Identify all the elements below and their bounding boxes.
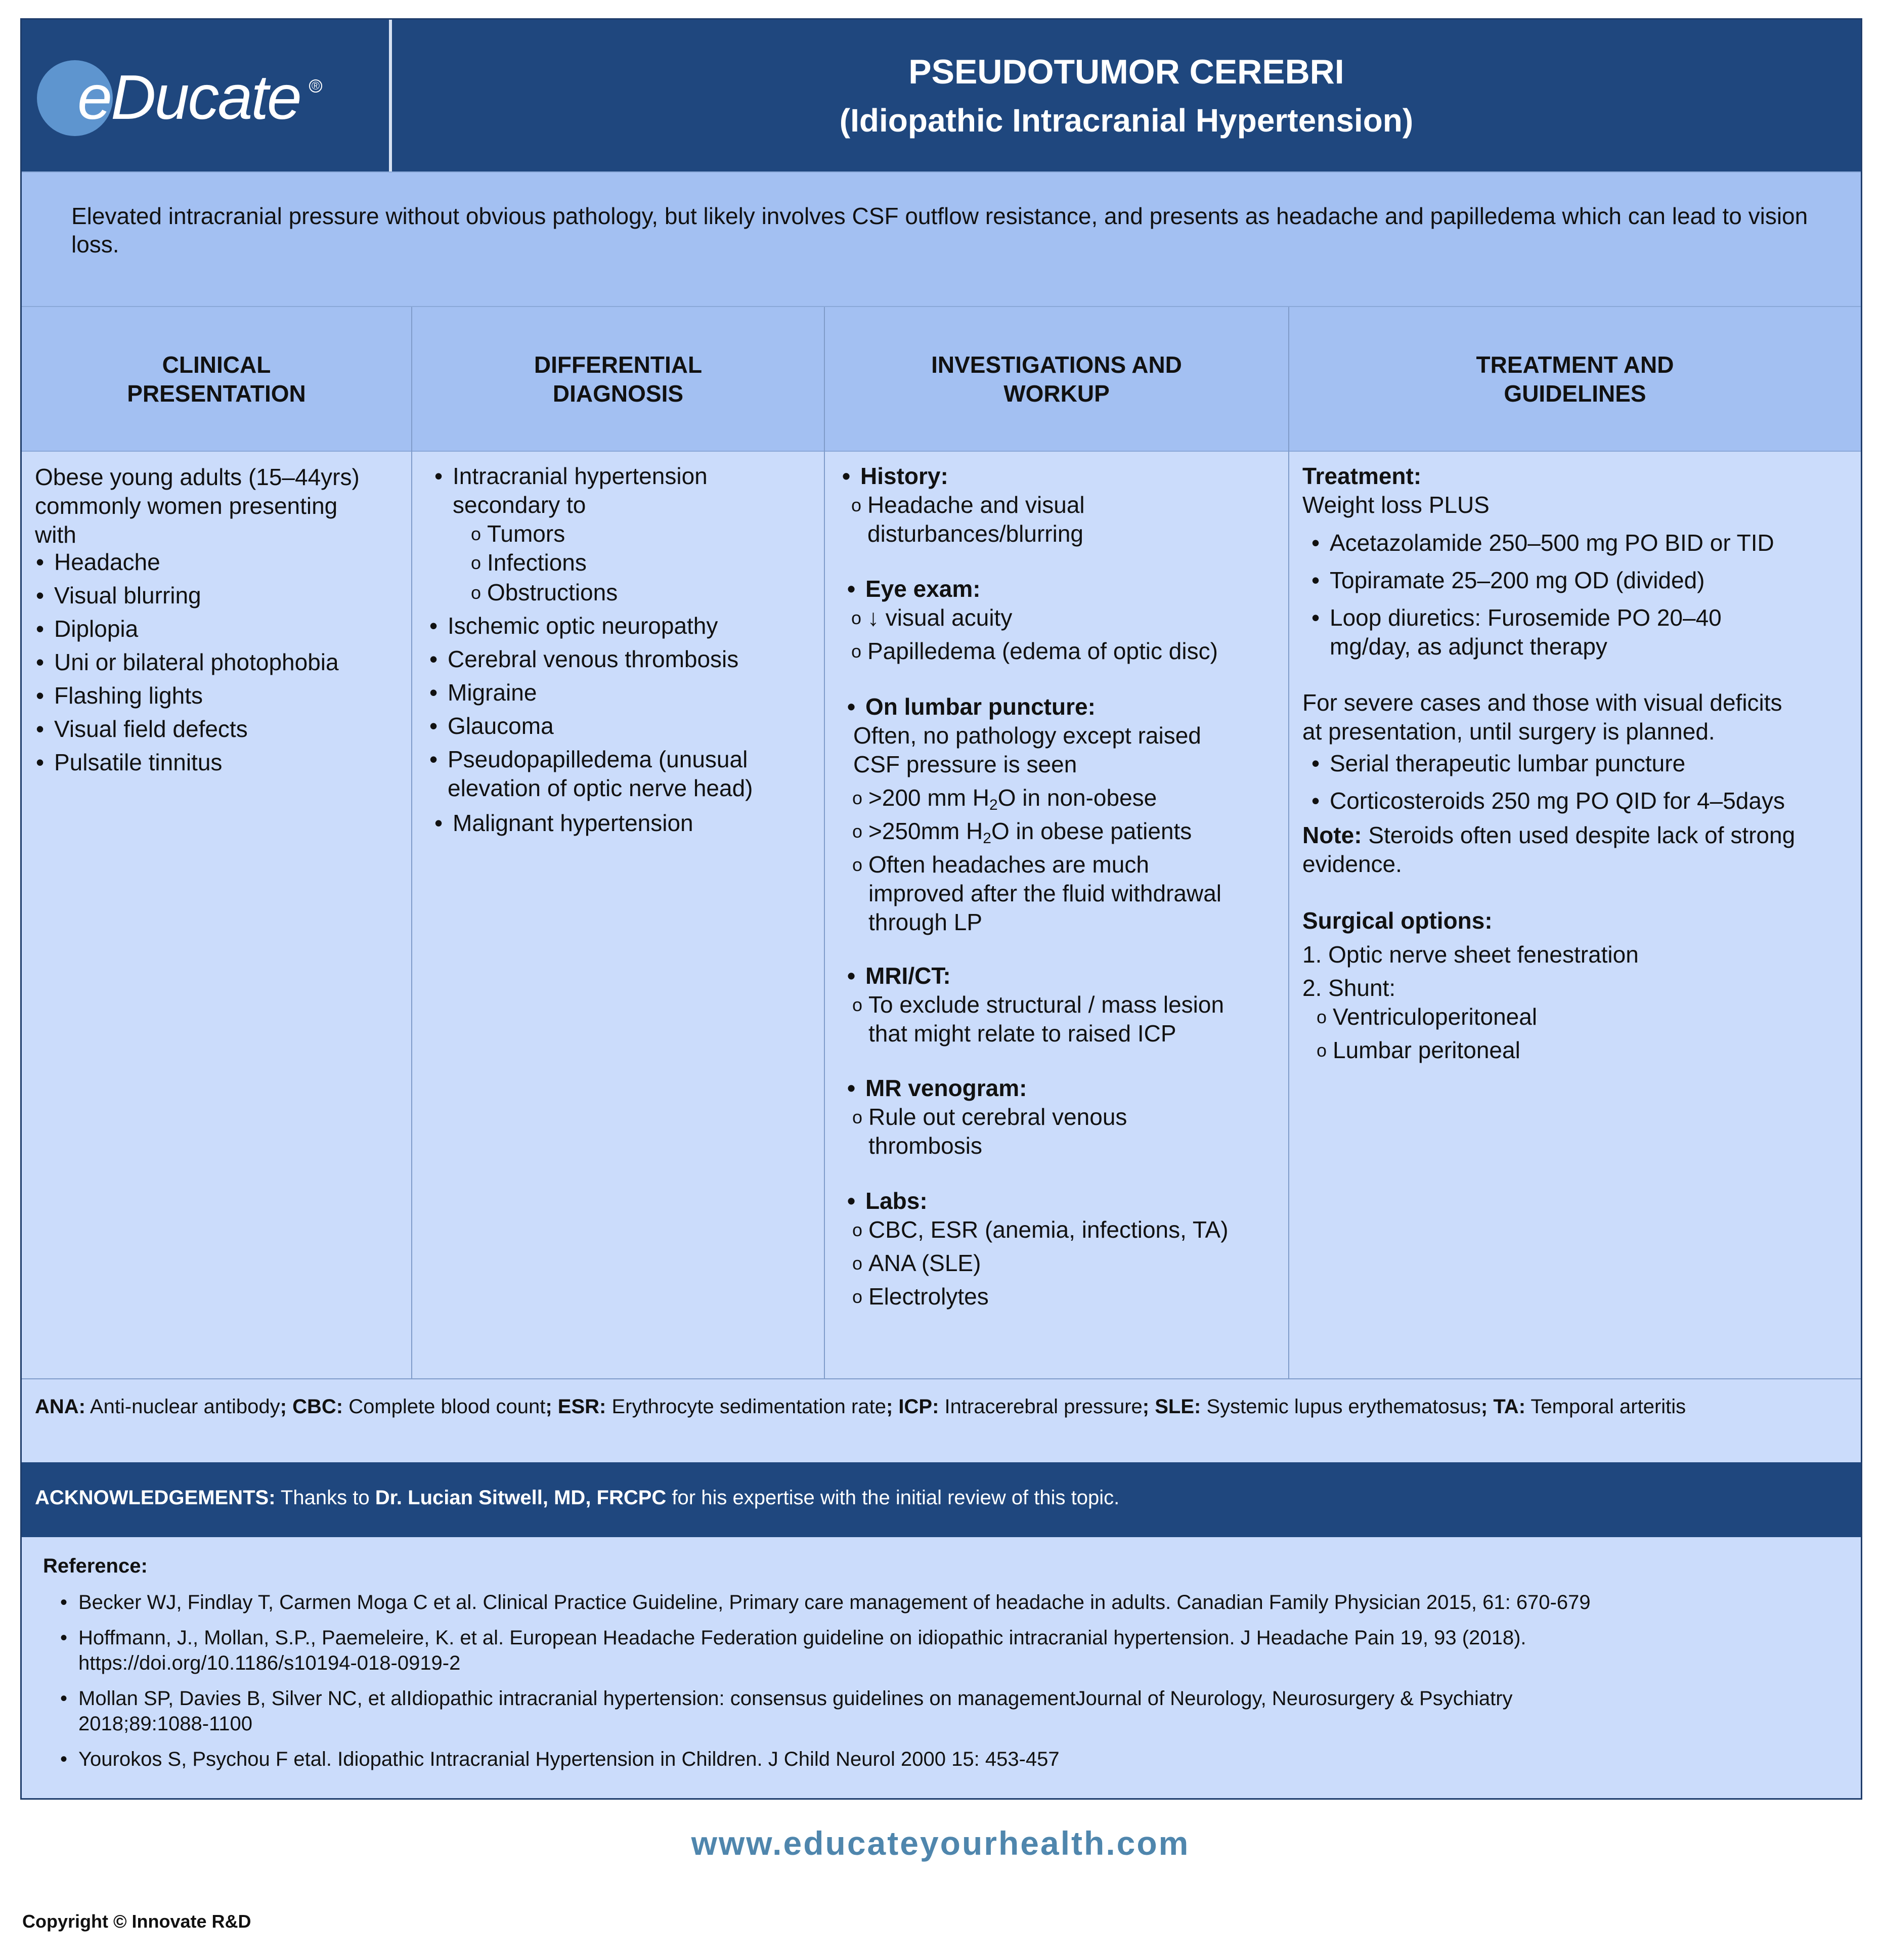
lp-sub1-subscript: 2 — [989, 797, 998, 813]
list-item: • Acetazolamide 250–500 mg PO BID or TID — [1330, 529, 1774, 557]
intro-section — [22, 171, 1861, 307]
logo-text: eDucate — [77, 63, 300, 133]
header-treatment-l1: TREATMENT AND — [1476, 352, 1674, 378]
column-clinical — [22, 452, 412, 1378]
ack-label: ACKNOWLEDGEMENTS: — [35, 1487, 276, 1509]
page-title: PSEUDOTUMOR CEREBRI — [908, 53, 1344, 91]
lp-sub2-a: >250mm H — [868, 818, 983, 844]
sub-list-item-cont: disturbances/blurring — [867, 520, 1084, 547]
sub-list-item: o Headache and visual — [867, 491, 1085, 519]
surgical-option-1: 1. Optic nerve sheet fenestration — [1302, 941, 1639, 968]
website-link[interactable]: www.educateyourhealth.com — [691, 1824, 1190, 1862]
header-differential-l1: DIFFERENTIAL — [534, 352, 703, 378]
sub-list-item-cont: through LP — [868, 909, 983, 935]
lp-sub2-b: O in obese patients — [991, 818, 1192, 844]
sub-list-item-cont: that might relate to raised ICP — [868, 1020, 1176, 1047]
ack-pre: Thanks to — [275, 1487, 375, 1509]
clinical-intro-l1: Obese young adults (15–44yrs) — [35, 464, 360, 490]
reference-sheet — [20, 18, 1862, 1800]
sub-list-item-cont: improved after the fluid withdrawal — [868, 880, 1221, 906]
reference-item-cont: 2018;89:1088-1100 — [78, 1713, 253, 1735]
sub-list-item: o ANA (SLE) — [868, 1249, 981, 1278]
severe-cases-l2: at presentation, until surgery is planned. — [1302, 718, 1715, 745]
header-treatment-l2: GUIDELINES — [1504, 380, 1646, 407]
header-band — [22, 20, 1861, 171]
treatment-heading: Treatment: — [1302, 463, 1422, 489]
abbr-key: ; TA: — [1480, 1396, 1526, 1418]
title-block — [392, 20, 1861, 171]
reference-item-cont: https://doi.org/10.1186/s10194-018-0919-2 — [78, 1652, 461, 1674]
lp-sub1-b: O in non-obese — [997, 785, 1157, 811]
sub-list-item: o Obstructions — [487, 578, 618, 607]
header-investigations-l2: WORKUP — [1003, 380, 1110, 407]
ack-post: for his expertise with the initial review of this topic. — [666, 1487, 1120, 1509]
list-item-cont: secondary to — [453, 492, 586, 518]
abbr-value: Erythrocyte sedimentation rate — [606, 1396, 886, 1418]
references-section — [22, 1537, 1861, 1798]
intro-text: Elevated intracranial pressure without obvious pathology, but likely involves CSF outflow resistance, and presents as headache and papilledema which can lead to vision loss. — [71, 203, 1808, 257]
note-line1 — [1302, 821, 1795, 850]
acknowledgements-text — [35, 1487, 1119, 1509]
column-investigations — [825, 452, 1289, 1378]
header-investigations-l1: INVESTIGATIONS AND — [931, 352, 1182, 378]
list-item: • Glaucoma — [448, 712, 554, 741]
header-investigations — [825, 307, 1289, 452]
note-label: Note: — [1302, 822, 1362, 848]
lp-sub1-a: >200 mm H — [868, 785, 990, 811]
abbr-value: Temporal arteritis — [1525, 1396, 1686, 1418]
page-subtitle: (Idiopathic Intracranial Hypertension) — [839, 102, 1414, 139]
column-treatment — [1289, 452, 1861, 1378]
abbr-key: ; SLE: — [1142, 1396, 1201, 1418]
abbreviations-section — [22, 1378, 1861, 1462]
abbreviations-text — [35, 1393, 1830, 1420]
sub-list-item: o Infections — [487, 548, 587, 577]
abbr-value: Complete blood count — [343, 1396, 546, 1418]
reference-item: • Mollan SP, Davies B, Silver NC, et alIdiopathic intracranial hypertension: consensus guidelines on managementJournal of Neurology, Neurosurgery & Psychiatry — [78, 1686, 1513, 1711]
list-item-cont: elevation of optic nerve head) — [448, 775, 753, 801]
clinical-intro-l3: with — [35, 521, 76, 548]
clinical-intro-l2: commonly women presenting — [35, 493, 338, 519]
list-item: • Pulsatile tinnitus — [54, 748, 222, 777]
list-item: • Serial therapeutic lumbar puncture — [1330, 749, 1685, 778]
sub-list-item: o Rule out cerebral venous — [868, 1103, 1127, 1131]
list-item: • Migraine — [448, 678, 537, 707]
list-item: • Flashing lights — [54, 681, 203, 710]
history-heading: • History: — [860, 462, 948, 491]
header-clinical-l2: PRESENTATION — [127, 380, 306, 407]
content-columns — [22, 452, 1861, 1378]
registered-mark: ® — [309, 79, 322, 93]
list-item: • Cerebral venous thrombosis — [448, 645, 738, 674]
list-item: • Intracranial hypertension — [453, 462, 708, 491]
abbr-value: Intracerebral pressure — [939, 1396, 1143, 1418]
sub-list-item: o Ventriculoperitoneal — [1333, 1003, 1537, 1031]
list-item: • Ischemic optic neuropathy — [448, 612, 718, 640]
sub-list-item-cont: thrombosis — [868, 1133, 982, 1159]
sub-list-item: o Lumbar peritoneal — [1333, 1036, 1520, 1065]
sub-list-item: o Often headaches are much — [868, 850, 1149, 879]
severe-cases-l1: For severe cases and those with visual deficits — [1302, 689, 1782, 716]
list-item: • Pseudopapilledema (unusual — [448, 745, 748, 774]
abbr-value: Anti-nuclear antibody — [85, 1396, 280, 1418]
list-item-cont: mg/day, as adjunct therapy — [1330, 633, 1607, 660]
ack-name: Dr. Lucian Sitwell, MD, FRCPC — [375, 1487, 667, 1509]
list-item: • Malignant hypertension — [453, 809, 693, 838]
abbr-key: ; ICP: — [886, 1396, 939, 1418]
copyright-text: Copyright © Innovate R&D — [22, 1911, 251, 1932]
sub-list-item — [868, 817, 1192, 846]
sub-list-item: o Electrolytes — [868, 1282, 989, 1311]
list-item: • Headache — [54, 548, 160, 577]
eye-exam-heading: • Eye exam: — [865, 575, 981, 603]
header-clinical — [22, 307, 412, 452]
abbr-key: ANA: — [35, 1396, 85, 1418]
educate-logo — [22, 20, 391, 171]
references-heading: Reference: — [43, 1555, 148, 1577]
lp-note-l2: CSF pressure is seen — [853, 751, 1077, 777]
surgical-options-heading: Surgical options: — [1302, 907, 1493, 934]
lp-note-l1: Often, no pathology except raised — [853, 722, 1201, 749]
list-item: • Corticosteroids 250 mg PO QID for 4–5days — [1330, 787, 1785, 815]
column-headers — [22, 307, 1861, 452]
mr-venogram-heading: • MR venogram: — [865, 1074, 1027, 1103]
abbr-value: Systemic lupus erythematosus — [1201, 1396, 1481, 1418]
weight-loss-text: Weight loss PLUS — [1302, 492, 1490, 518]
header-differential-l2: DIAGNOSIS — [552, 380, 684, 407]
list-item: • Visual field defects — [54, 715, 248, 744]
abbr-key: ; CBC: — [280, 1396, 343, 1418]
lp-sub2-subscript: 2 — [983, 830, 991, 847]
sub-list-item — [868, 783, 1157, 812]
reference-item: • Yourokos S, Psychou F etal. Idiopathic Intracranial Hypertension in Children. J Child Neurol 2000 15: 453-457 — [78, 1747, 1060, 1772]
list-item: • Loop diuretics: Furosemide PO 20–40 — [1330, 603, 1722, 632]
lumbar-puncture-heading: • On lumbar puncture: — [865, 692, 1096, 721]
note-text: Steroids often used despite lack of strong — [1362, 822, 1796, 848]
abbr-key: ; ESR: — [545, 1396, 606, 1418]
sub-list-item: o CBC, ESR (anemia, infections, TA) — [868, 1215, 1229, 1244]
mri-ct-heading: • MRI/CT: — [865, 962, 951, 990]
reference-item: • Becker WJ, Findlay T, Carmen Moga C et al. Clinical Practice Guideline, Primary care management of headache in adults. Canadian Family Physician 2015, 61: 670-679 — [78, 1590, 1591, 1615]
surgical-option-2: 2. Shunt: — [1302, 975, 1396, 1001]
sub-list-item: o Papilledema (edema of optic disc) — [867, 637, 1218, 666]
labs-heading: • Labs: — [865, 1187, 928, 1215]
header-treatment — [1289, 307, 1861, 452]
sub-list-item: o To exclude structural / mass lesion — [868, 990, 1224, 1019]
list-item: • Uni or bilateral photophobia — [54, 648, 339, 677]
list-item: • Visual blurring — [54, 581, 201, 610]
note-line2: evidence. — [1302, 851, 1402, 877]
column-differential — [412, 452, 825, 1378]
list-item: • Topiramate 25–200 mg OD (divided) — [1330, 566, 1704, 595]
header-differential — [412, 307, 825, 452]
list-item: • Diplopia — [54, 615, 138, 643]
header-clinical-l1: CLINICAL — [162, 352, 271, 378]
acknowledgements-band — [22, 1462, 1861, 1537]
sub-list-item: o ↓ visual acuity — [867, 603, 1012, 632]
sub-list-item: o Tumors — [487, 519, 565, 548]
reference-item: • Hoffmann, J., Mollan, S.P., Paemeleire, K. et al. European Headache Federation guideline on idiopathic intracranial hypertension. J Headache Pain 19, 93 (2018). — [78, 1625, 1526, 1650]
